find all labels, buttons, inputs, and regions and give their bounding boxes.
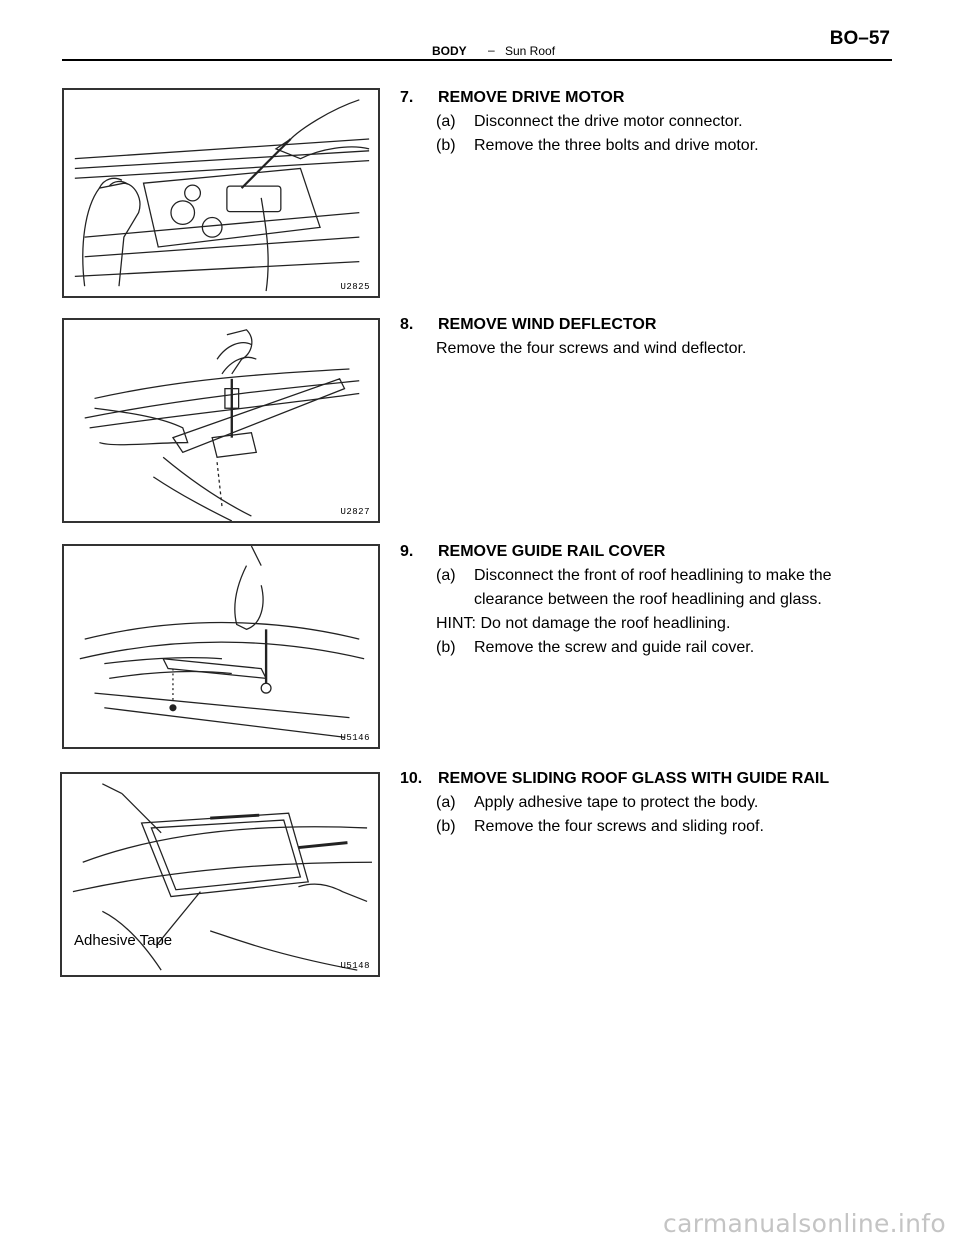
step-7	[400, 86, 880, 158]
adhesive-tape-callout: Adhesive Tape	[74, 932, 173, 949]
page-number: BO–57	[829, 28, 890, 49]
guide-rail-cover-illustration	[64, 546, 378, 747]
step-heading: REMOVE WIND DEFLECTOR	[438, 316, 657, 333]
step-number: 8.	[400, 316, 414, 333]
sub-item	[400, 134, 880, 158]
watermark: carmanualsonline.info	[663, 1209, 946, 1238]
step-number: 7.	[400, 89, 414, 106]
sub-text: Remove the three bolts and drive motor.	[474, 137, 759, 154]
step-number: 9.	[400, 543, 414, 560]
step-number: 10.	[400, 770, 423, 787]
sub-letter: (a)	[436, 113, 456, 130]
sub-letter: (b)	[436, 137, 456, 154]
sub-text: Apply adhesive tape to protect the body.	[474, 794, 759, 811]
figure-code: U5146	[340, 733, 370, 743]
sub-item	[400, 564, 880, 612]
step-heading: REMOVE SLIDING ROOF GLASS WITH GUIDE RAIL	[438, 770, 830, 787]
sub-letter: (a)	[436, 794, 456, 811]
sub-text: Remove the four screws and sliding roof.	[474, 818, 764, 835]
sub-text: Remove the screw and guide rail cover.	[474, 639, 755, 656]
step-heading: REMOVE GUIDE RAIL COVER	[438, 543, 666, 560]
figure-guide-rail-cover	[62, 544, 380, 749]
sub-item	[400, 815, 880, 839]
sub-text: Disconnect the front of roof headlining to make the clearance between the roof headlining and glass.	[474, 567, 832, 608]
sub-letter: (b)	[436, 639, 456, 656]
figure-wind-deflector	[62, 318, 380, 523]
wind-deflector-illustration	[64, 320, 378, 521]
sub-item	[400, 110, 880, 134]
step-title	[400, 540, 880, 564]
sub-item	[400, 791, 880, 815]
sub-item	[400, 636, 880, 660]
step-text: Remove the four screws and wind deflector.	[436, 340, 747, 357]
step-title	[400, 313, 880, 337]
step-8	[400, 313, 880, 361]
sub-text: Disconnect the drive motor connector.	[474, 113, 743, 130]
figure-sliding-roof-glass	[60, 772, 380, 977]
subsection-label: Sun Roof	[505, 44, 556, 58]
figure-code: U2825	[340, 282, 370, 292]
figure-code: U5148	[340, 961, 370, 971]
step-title	[400, 767, 880, 791]
hint-text: HINT: Do not damage the roof headlining.	[436, 615, 731, 632]
step-heading: REMOVE DRIVE MOTOR	[438, 89, 625, 106]
figure-code: U2827	[340, 507, 370, 517]
figure-drive-motor	[62, 88, 380, 298]
sub-letter: (a)	[436, 567, 456, 584]
step-10	[400, 767, 880, 839]
header-rule	[62, 59, 892, 61]
header-separator: –	[488, 43, 495, 57]
step-9	[400, 540, 880, 660]
sub-letter: (b)	[436, 818, 456, 835]
step-title	[400, 86, 880, 110]
section-label: BODY	[432, 44, 467, 58]
drive-motor-illustration	[64, 90, 378, 296]
